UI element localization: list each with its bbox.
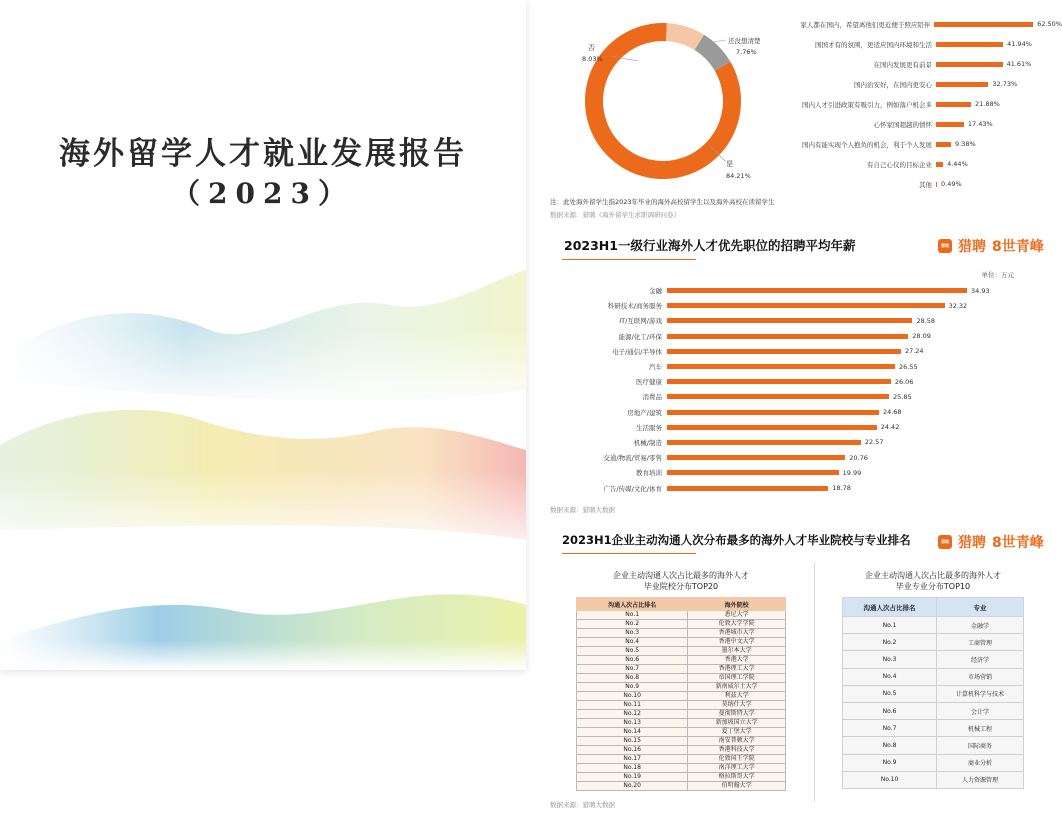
salary-section: [528, 228, 1062, 518]
table-row: [577, 674, 786, 683]
salary-row: [538, 359, 1058, 374]
reason-label: 在国内发展更有前景: [873, 60, 932, 69]
major-caption-line-1: 企业主动沟通人次占比最多的海外人才: [865, 571, 1001, 580]
reason-bar: [934, 22, 1033, 27]
rank-cell: No.18: [577, 764, 688, 773]
salary-row: [538, 389, 1058, 404]
rank-cell: No.15: [577, 737, 688, 746]
salary-bar: [667, 455, 845, 460]
salary-row: [538, 465, 1058, 480]
rank-cell: No.17: [577, 755, 688, 764]
school-cell: 悉尼大学: [688, 611, 786, 620]
salary-value: 24.42: [880, 423, 900, 432]
rank-cell: No.12: [577, 710, 688, 719]
table-row: [843, 702, 1024, 719]
reason-row: [780, 34, 1062, 54]
salary-industry-label: 医疗健康: [636, 378, 662, 387]
rank-cell: No.3: [843, 651, 937, 668]
salary-value: 28.58: [916, 316, 936, 325]
salary-industry-label: 广告/传媒/文化/体育: [603, 484, 662, 493]
school-cell: 爱丁堡大学: [688, 728, 786, 737]
brand-logos: [938, 532, 1044, 552]
salary-bar: [667, 470, 839, 475]
major-cell: 市场营销: [937, 668, 1024, 685]
salary-industry-label: 消费品: [642, 393, 662, 402]
table-row: [577, 629, 786, 638]
cover-mountain-art: [0, 270, 526, 670]
reason-bar: [936, 122, 964, 127]
liepin-logo-icon: 猎聘: [938, 239, 952, 253]
salary-row: [538, 344, 1058, 359]
school-cell: 格拉斯哥大学: [688, 773, 786, 782]
rank-cell: No.7: [843, 720, 937, 737]
uni-caption-line-2: 毕业院校分布TOP20: [643, 582, 719, 591]
salary-bar: [667, 364, 895, 369]
rank-cell: No.1: [843, 617, 937, 634]
reason-bar: [936, 42, 1003, 47]
table-row: [577, 620, 786, 629]
salary-value: 24.68: [882, 408, 902, 417]
school-cell: 新南威尔士大学: [688, 683, 786, 692]
table-row: [577, 782, 786, 791]
return-intent-donut: [550, 6, 776, 186]
rank-cell: No.13: [577, 719, 688, 728]
reason-row: [780, 94, 1062, 114]
rank-cell: No.2: [843, 634, 937, 651]
salary-row: [538, 435, 1058, 450]
report-cover: [0, 0, 526, 670]
major-cell: 金融学: [937, 617, 1024, 634]
salary-value: 26.55: [899, 362, 918, 371]
rank-cell: No.4: [577, 638, 688, 647]
reason-label: 家人都在国内，希望离他们更近便于照应陪伴: [800, 20, 931, 29]
major-cell: 国际商务: [937, 737, 1024, 754]
reason-value: 32.73%: [992, 80, 1018, 88]
major-caption-line-2: 毕业专业分布TOP10: [895, 582, 971, 591]
salary-value: 32.32: [948, 301, 968, 310]
reason-row: [780, 74, 1062, 94]
table-row: [843, 651, 1024, 668]
salary-bar: [667, 334, 908, 339]
table-row: [577, 764, 786, 773]
salary-row: [538, 329, 1058, 344]
salary-value: 34.93: [971, 286, 990, 295]
salary-value: 18.78: [832, 484, 851, 493]
salary-row: [538, 374, 1058, 389]
return-reasons-chart: [780, 14, 1062, 194]
reason-value: 62.50%: [1037, 20, 1062, 28]
reason-label: 国内治安好，在国内更安心: [854, 80, 932, 89]
table-row: [843, 754, 1024, 771]
title-underline: [562, 553, 696, 554]
table-row: [843, 720, 1024, 737]
rank-cell: No.2: [577, 620, 688, 629]
salary-industry-label: IT/互联网/游戏: [619, 317, 662, 326]
table-row: [577, 656, 786, 665]
salary-bar: [667, 349, 901, 354]
uni-header-school: 海外院校: [688, 598, 786, 611]
salary-bar: [667, 394, 889, 399]
salary-industry-label: 汽车: [649, 363, 662, 372]
reason-bar: [936, 102, 971, 107]
brand-logos: [938, 236, 1044, 256]
school-source: 数据来源：猎聘大数据: [550, 801, 615, 809]
rank-cell: No.9: [843, 754, 937, 771]
salary-bar-chart: [538, 283, 1058, 496]
salary-bar: [667, 425, 877, 430]
school-cell: 利兹大学: [688, 692, 786, 701]
salary-title: 2023H1一级行业海外人才优先职位的招聘平均年薪: [564, 238, 856, 253]
section-divider: [814, 562, 815, 802]
reason-row: [780, 54, 1062, 74]
donut-slices: [585, 23, 741, 179]
salary-bar: [667, 440, 861, 445]
major-table-caption: [842, 570, 1024, 592]
school-cell: 香港科技大学: [688, 746, 786, 755]
liepin-logo-text: 猎聘: [958, 239, 986, 255]
reason-label: 其他: [919, 180, 932, 189]
chart-source: 数据来源：猎聘《海外留学生求职调研问卷》: [550, 211, 680, 219]
school-cell: 新加坡国立大学: [688, 719, 786, 728]
school-cell: 墨尔本大学: [688, 647, 786, 656]
uni-table-caption: [576, 570, 786, 592]
sqf-logo-text: 8世青峰: [992, 239, 1044, 255]
salary-industry-label: 电子/通信/半导体: [612, 347, 662, 356]
salary-value: 19.99: [842, 468, 862, 477]
rank-cell: No.7: [577, 665, 688, 674]
table-row: [843, 771, 1024, 788]
school-cell: 香港中文大学: [688, 638, 786, 647]
major-cell: 会计学: [937, 702, 1024, 719]
reason-value: 41.94%: [1007, 40, 1032, 48]
salary-unit: 单位：万元: [981, 271, 1014, 279]
salary-value: 22.57: [864, 438, 884, 447]
school-section-title: 2023H1企业主动沟通人次分布最多的海外人才毕业院校与专业排名: [562, 533, 911, 547]
reason-label: 国国才有的氛围，更适应国内环境和生活: [815, 40, 932, 49]
rank-cell: No.6: [843, 702, 937, 719]
liepin-logo-text: 猎聘: [958, 535, 986, 551]
rank-cell: No.8: [577, 674, 688, 683]
salary-row: [538, 450, 1058, 465]
rank-cell: No.5: [843, 685, 937, 702]
reason-label: 心怀家国超越的情怀: [873, 120, 932, 129]
salary-row: [538, 313, 1058, 328]
salary-bar: [667, 486, 828, 491]
salary-bar: [667, 303, 945, 308]
table-row: [577, 728, 786, 737]
salary-bar: [667, 379, 891, 384]
salary-value: 28.09: [912, 332, 931, 341]
school-cell: 伦敦国王学院: [688, 755, 786, 764]
major-header-rank: 沟通人次占比排名: [843, 598, 937, 617]
major-cell: 计算机科学与技术: [937, 685, 1024, 702]
table-row: [843, 634, 1024, 651]
reason-value: 4.44%: [947, 160, 968, 168]
salary-industry-label: 科研技术/商务服务: [607, 302, 662, 311]
rank-cell: No.5: [577, 647, 688, 656]
salary-row: [538, 405, 1058, 420]
reason-row: [780, 114, 1062, 134]
school-cell: 香港大学: [688, 656, 786, 665]
salary-bar: [667, 410, 879, 415]
cover-title: 海外留学人才就业发展报告: [59, 136, 467, 172]
school-cell: 帝国理工学院: [688, 674, 786, 683]
major-cell: 商业分析: [937, 754, 1024, 771]
table-row: [577, 638, 786, 647]
school-cell: 南洋理工大学: [688, 764, 786, 773]
table-row: [577, 683, 786, 692]
cover-year: （2023）: [172, 177, 354, 210]
school-cell: 莫纳什大学: [688, 701, 786, 710]
table-row: [843, 668, 1024, 685]
salary-row: [538, 420, 1058, 435]
salary-value: 25.85: [893, 392, 912, 401]
salary-row: [538, 283, 1058, 298]
school-cell: 香港城市大学: [688, 629, 786, 638]
uni-header-rank: 沟通人次占比排名: [577, 598, 688, 611]
rank-cell: No.3: [577, 629, 688, 638]
table-row: [577, 773, 786, 782]
reason-value: 41.61%: [1006, 60, 1032, 68]
reason-value: 21.88%: [975, 100, 1000, 108]
donut-value-no: 8.03%: [582, 55, 603, 63]
university-ranking-table: [576, 597, 786, 791]
reason-label: 国内有能实现个人抱负的机会，利于个人发展: [802, 140, 932, 149]
rank-cell: No.11: [577, 701, 688, 710]
major-cell: 人力资源管理: [937, 771, 1024, 788]
donut-label-yes: 是: [726, 160, 733, 168]
salary-bar: [667, 288, 967, 293]
reason-row: [780, 154, 1062, 174]
school-cell: 伯明翰大学: [688, 782, 786, 791]
donut-value-undecided: 7.76%: [736, 48, 757, 56]
reason-bar: [936, 182, 937, 187]
table-row: [577, 737, 786, 746]
table-row: [577, 755, 786, 764]
table-row: [843, 617, 1024, 634]
reason-value: 17.43%: [967, 120, 993, 128]
reason-bar: [936, 142, 951, 147]
table-row: [577, 746, 786, 755]
salary-row: [538, 298, 1058, 313]
table-row: [577, 701, 786, 710]
table-row: [577, 719, 786, 728]
salary-industry-label: 金融: [649, 287, 662, 296]
rank-cell: No.8: [843, 737, 937, 754]
table-row: [577, 710, 786, 719]
school-cell: 伦敦大学学院: [688, 620, 786, 629]
salary-industry-label: 生活服务: [636, 423, 662, 432]
school-cell: 南安普顿大学: [688, 737, 786, 746]
major-header-major: 专业: [937, 598, 1024, 617]
rank-cell: No.6: [577, 656, 688, 665]
reason-value: 9.38%: [955, 140, 976, 148]
major-cell: 机械工程: [937, 720, 1024, 737]
reason-label: 有自己心仪的目标企业: [867, 160, 932, 169]
liepin-logo-icon: 猎聘: [938, 535, 952, 549]
sqf-logo-text: 8世青峰: [992, 535, 1044, 551]
rank-cell: No.9: [577, 683, 688, 692]
school-cell: 曼彻斯特大学: [688, 710, 786, 719]
rank-cell: No.10: [577, 692, 688, 701]
salary-industry-label: 机械/制造: [633, 438, 662, 447]
reason-bar: [936, 162, 943, 167]
table-row: [577, 647, 786, 656]
major-cell: 经济学: [937, 651, 1024, 668]
rank-cell: No.19: [577, 773, 688, 782]
table-row: [577, 611, 786, 620]
salary-value: 20.76: [849, 453, 868, 462]
rank-cell: No.10: [843, 771, 937, 788]
reason-bar: [936, 82, 988, 87]
rank-cell: No.1: [577, 611, 688, 620]
salary-industry-label: 交通/物流/贸易/零售: [603, 454, 662, 463]
salary-row: [538, 480, 1058, 495]
major-cell: 工商管理: [937, 634, 1024, 651]
chart-note: 注：此处海外留学生指2023年毕业的海外高校留学生以及海外高校在读留学生: [550, 198, 775, 206]
rank-cell: No.14: [577, 728, 688, 737]
salary-value: 26.06: [894, 377, 914, 386]
title-underline: [562, 259, 696, 260]
salary-bar: [667, 318, 912, 323]
reason-bar: [936, 62, 1003, 67]
table-row: [843, 737, 1024, 754]
reason-row: [780, 134, 1062, 154]
salary-value: 27.24: [904, 347, 924, 356]
donut-label-no: 否: [588, 44, 595, 52]
return-intent-section: [528, 0, 1062, 225]
major-ranking-table: [842, 597, 1024, 789]
uni-caption-line-1: 企业主动沟通人次占比最多的海外人才: [613, 571, 749, 580]
salary-source: 数据来源：猎聘大数据: [550, 506, 615, 514]
salary-industry-label: 能源/化工/环保: [618, 332, 662, 341]
reason-value: 0.49%: [941, 180, 962, 188]
school-cell: 香港理工大学: [688, 665, 786, 674]
rank-cell: No.4: [843, 668, 937, 685]
table-row: [577, 692, 786, 701]
reason-row: [780, 14, 1062, 34]
table-row: [577, 665, 786, 674]
salary-industry-label: 教育培训: [636, 469, 662, 478]
reason-row: [780, 174, 1062, 194]
salary-industry-label: 房地产/建筑: [627, 408, 662, 417]
school-major-section: [528, 522, 1062, 818]
reason-label: 国内人才引进政策有吸引力，例如落户机会多: [802, 100, 932, 109]
rank-cell: No.16: [577, 746, 688, 755]
donut-label-undecided: 还没想清楚: [728, 37, 761, 45]
donut-value-yes: 84.21%: [726, 172, 751, 180]
rank-cell: No.20: [577, 782, 688, 791]
table-row: [843, 685, 1024, 702]
